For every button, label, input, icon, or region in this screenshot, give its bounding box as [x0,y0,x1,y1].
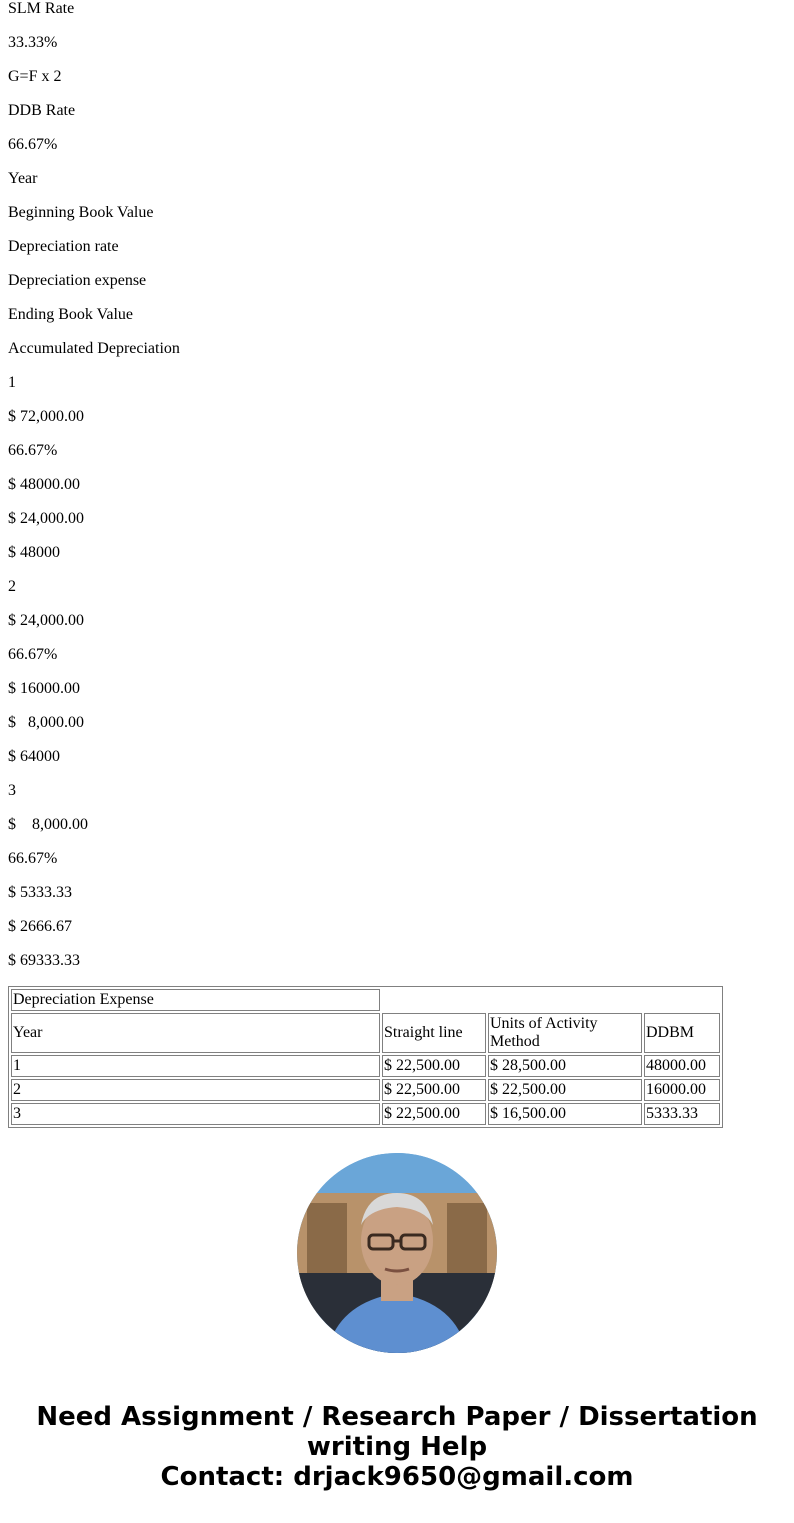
table-row [11,1103,720,1125]
table-row [11,1055,720,1077]
promo-contact: Contact: drjack9650@gmail.com [160,1462,634,1492]
cell-year: 3 [11,1103,380,1125]
text-line: Depreciation rate [8,238,119,255]
text-line: $ 48000 [8,544,60,561]
header-year: Year [11,1013,380,1053]
cell-year: 2 [11,1079,380,1101]
text-line: Accumulated Depreciation [8,340,180,357]
promo-line-1: Need Assignment / Research Paper / Dissertation writing Help [36,1402,758,1462]
table-caption: Depreciation Expense [11,989,380,1011]
cell-straight-line: $ 22,500.00 [382,1055,486,1077]
table-header-row [11,1013,720,1053]
text-line: $ 72,000.00 [8,408,84,425]
text-line: $ 16000.00 [8,680,80,697]
text-line: $ 8,000.00 [8,816,88,833]
text-line: $ 64000 [8,748,60,765]
text-line: $ 2666.67 [8,918,72,935]
text-line: G=F x 2 [8,68,62,85]
cell-units-of-activity: $ 16,500.00 [488,1103,642,1125]
caption-spacer [382,989,720,1011]
header-straight-line: Straight line [382,1013,486,1053]
text-lines [8,0,786,970]
text-line: Ending Book Value [8,306,134,323]
cell-ddbm: 48000.00 [644,1055,720,1077]
cell-units-of-activity: $ 22,500.00 [488,1079,642,1101]
text-line: Depreciation expense [8,272,147,289]
text-line: DDB Rate [8,102,76,119]
text-line: 1 [8,374,16,391]
document-body [8,0,786,1128]
text-line: 2 [8,578,16,595]
cell-year: 1 [11,1055,380,1077]
cell-straight-line: $ 22,500.00 [382,1103,486,1125]
text-line: 66.67% [8,136,58,153]
text-line: Beginning Book Value [8,204,154,221]
text-line: 66.67% [8,442,58,459]
header-units-of-activity: Units of Activity Method [488,1013,642,1053]
text-line: 66.67% [8,850,58,867]
table-caption-row [11,989,720,1011]
promo-banner [0,1402,794,1492]
text-line: $ 69333.33 [8,952,80,969]
text-line: $ 24,000.00 [8,510,84,527]
avatar-illustration [297,1153,497,1353]
person-photo-icon [297,1153,497,1353]
text-line: 3 [8,782,16,799]
cell-ddbm: 5333.33 [644,1103,720,1125]
depreciation-expense-table [8,986,723,1128]
text-line: $ 8,000.00 [8,714,84,731]
text-line: Year [8,170,38,187]
table-row [11,1079,720,1101]
cell-units-of-activity: $ 28,500.00 [488,1055,642,1077]
header-ddbm: DDBM [644,1013,720,1053]
cell-ddbm: 16000.00 [644,1079,720,1101]
text-line: SLM Rate [8,0,75,17]
cell-straight-line: $ 22,500.00 [382,1079,486,1101]
text-line: 66.67% [8,646,58,663]
text-line: $ 24,000.00 [8,612,84,629]
text-line: $ 5333.33 [8,884,72,901]
text-line: 33.33% [8,34,58,51]
text-line: $ 48000.00 [8,476,80,493]
